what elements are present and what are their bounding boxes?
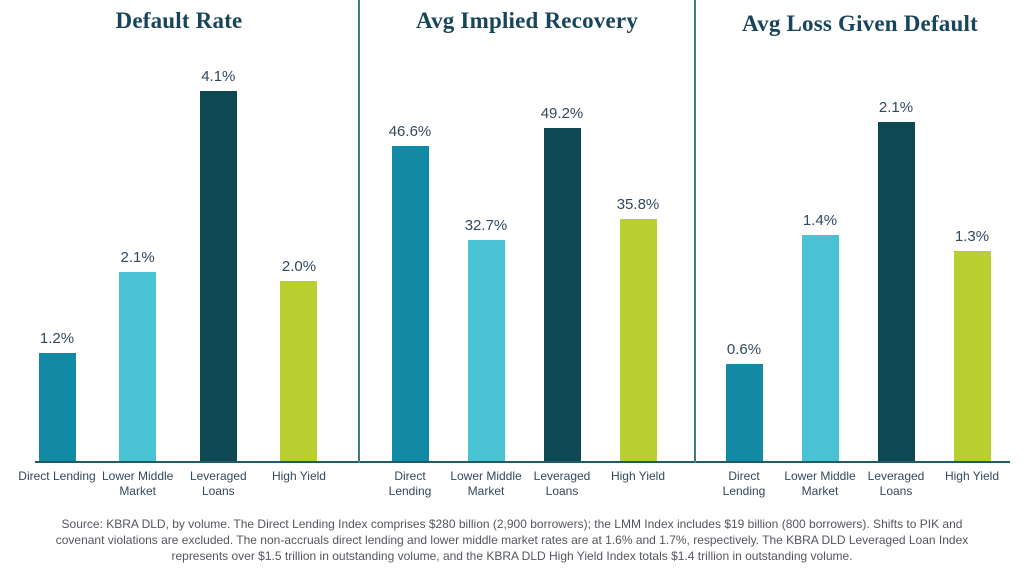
bar-value-label: 1.2%	[39, 330, 75, 347]
bar-plot-default-rate	[0, 50, 358, 461]
category-labels	[696, 469, 1024, 499]
bar-value-label: 4.1%	[201, 68, 236, 85]
category-label-direct-lending: Direct Lending	[722, 469, 766, 498]
category-label-high-yield: High Yield	[610, 469, 666, 483]
bar-group-leveraged-loans	[524, 105, 600, 461]
bar-group-direct-lending	[706, 341, 782, 461]
bar-direct-lending	[392, 146, 429, 461]
panel-title-avg-implied-recovery: Avg Implied Recovery	[415, 8, 639, 33]
category-labels	[360, 469, 694, 499]
x-axis-line	[35, 461, 358, 463]
bar-value-label: 2.0%	[281, 258, 317, 275]
bar-high-yield	[620, 219, 657, 461]
source-text: Source: KBRA DLD, by volume. The Direct Lending Index comprises $280 billion (2,900 borrowers); the LMM Index includes $19 billion (800 borrowers). Shifts to PIK and covenant violations are excluded. The non-accruals direct lending and lower middle market rates are at 1.6% and 1.7%, respectively. The KBRA DLD Leveraged Loan Index represents over $1.5 trillion in outstanding volume, and the KBRA DLD High Yield Index totals $1.4 trillion in outstanding volume.	[55, 517, 969, 563]
bar-value-label: 35.8%	[616, 196, 660, 213]
category-label-leveraged-loans: Leveraged Loans	[533, 469, 591, 498]
bar-group-leveraged-loans	[858, 99, 934, 461]
bar-value-label: 49.2%	[540, 105, 584, 122]
bar-high-yield	[954, 251, 991, 461]
bar-lower-middle-market	[119, 272, 156, 461]
bar-leveraged-loans	[544, 128, 581, 461]
bar-value-label: 0.6%	[726, 341, 762, 358]
bar-group-lower-middle-market	[448, 217, 524, 461]
x-axis-line	[696, 461, 1010, 463]
category-label-leveraged-loans: Leveraged Loans	[189, 469, 247, 498]
bar-lower-middle-market	[468, 240, 505, 461]
category-labels	[0, 469, 358, 499]
bar-plot-avg-loss-given-default	[696, 50, 1024, 461]
category-label-lower-middle-market: Lower Middle Market	[450, 469, 522, 498]
category-label-high-yield: High Yield	[944, 469, 1000, 483]
bar-group-high-yield	[259, 258, 339, 461]
bar-high-yield	[280, 281, 317, 461]
bar-group-leveraged-loans	[178, 68, 258, 461]
category-label-direct-lending: Direct Lending	[388, 469, 432, 498]
category-label-high-yield: High Yield	[271, 469, 326, 483]
bar-group-lower-middle-market	[782, 212, 858, 461]
panel-avg-implied-recovery	[360, 0, 694, 505]
source-note	[0, 516, 1024, 564]
category-label-lower-middle-market: Lower Middle Market	[101, 469, 174, 498]
bar-plot-avg-implied-recovery	[360, 50, 694, 461]
bar-lower-middle-market	[802, 235, 839, 461]
bar-group-lower-middle-market	[98, 249, 178, 461]
bar-leveraged-loans	[878, 122, 915, 461]
category-label-direct-lending: Direct Lending	[18, 469, 96, 483]
bar-leveraged-loans	[200, 91, 237, 461]
bar-value-label: 2.1%	[878, 99, 914, 116]
bar-group-direct-lending	[17, 330, 97, 461]
category-label-lower-middle-market: Lower Middle Market	[784, 469, 856, 498]
bar-direct-lending	[726, 364, 763, 461]
panel-title-avg-loss-given-default: Avg Loss Given Default	[742, 11, 978, 36]
bar-group-direct-lending	[372, 123, 448, 461]
bar-value-label: 1.4%	[802, 212, 838, 229]
category-label-leveraged-loans: Leveraged Loans	[867, 469, 925, 498]
x-axis-line	[360, 461, 694, 463]
bar-value-label: 46.6%	[388, 123, 432, 140]
panel-default-rate	[0, 0, 358, 505]
panel-title-default-rate: Default Rate	[115, 8, 243, 33]
bar-value-label: 1.3%	[954, 228, 990, 245]
bar-value-label: 2.1%	[120, 249, 155, 266]
bar-direct-lending	[39, 353, 76, 461]
bar-value-label: 32.7%	[464, 217, 508, 234]
bar-group-high-yield	[600, 196, 676, 461]
panel-avg-loss-given-default	[696, 0, 1024, 505]
bar-group-high-yield	[934, 228, 1010, 461]
